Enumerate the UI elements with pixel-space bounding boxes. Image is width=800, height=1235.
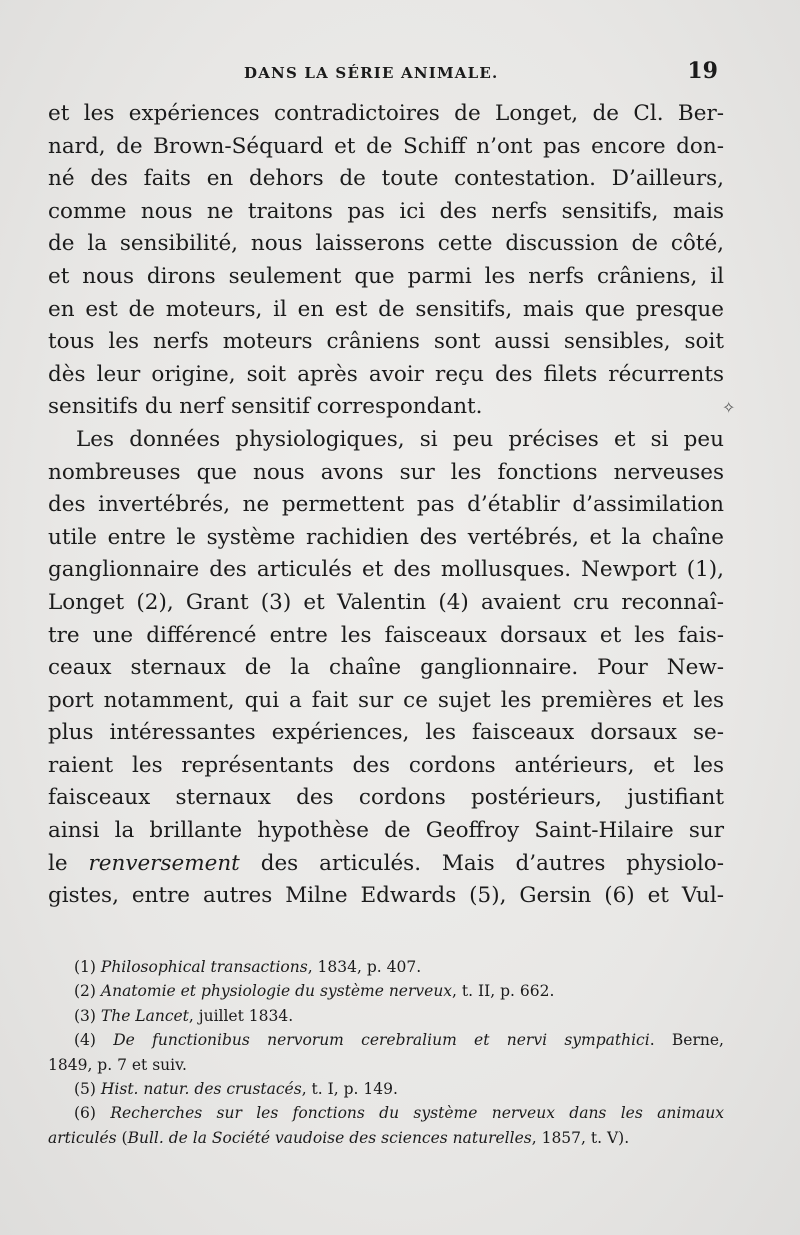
text-line: utile entre le système rachidien des vertébrés, et la chaîne [48, 524, 724, 550]
footnote-number: (2) [74, 982, 101, 1001]
footnote-title: Anatomie et physiologie du système nerveux [100, 982, 453, 1001]
paragraph-start-line: Les données physiologiques, si peu précises et si peu [76, 426, 724, 452]
page-header [48, 58, 724, 88]
footnote-6-continued [48, 1126, 724, 1150]
footnote-4-continued: 1849, p. 7 et suiv. [48, 1055, 187, 1074]
text-line: comme nous ne traitons pas ici des nerfs sensitifs, mais [48, 198, 724, 224]
text-line: Longet (2), Grant (3) et Valentin (4) avaient cru reconnaî- [48, 589, 724, 615]
text-line: ganglionnaire des articulés et des mollusques. Newport (1), [48, 557, 724, 583]
footnote-rest: ( [116, 1128, 128, 1147]
footnote-title: articulés [48, 1128, 117, 1147]
text-line: sensitifs du nerf sensitif correspondant. [48, 394, 483, 420]
text-fragment: le [48, 850, 89, 876]
footnote-2 [48, 979, 724, 1003]
footnote-rest: , 1834, p. 407. [307, 958, 422, 976]
text-line: raient les représentants des cordons antérieurs, et les [48, 752, 724, 778]
footnote-number: (4) [74, 1031, 114, 1050]
text-line: des invertébrés, ne permettent pas d’établir d’assimilation [48, 492, 724, 518]
text-line: tous les nerfs moteurs crâniens sont aussi sensibles, soit [48, 329, 724, 355]
footnote-rest: , 1857, t. V). [531, 1128, 630, 1147]
text-line: port notamment, qui a fait sur ce sujet les premières et les [48, 687, 724, 713]
text-fragment: des articulés. Mais d’autres physiolo- [239, 850, 724, 876]
footnote-4 [48, 1028, 724, 1052]
footnote-title: The Lancet [100, 1006, 189, 1025]
text-line-with-italic [48, 848, 724, 881]
running-head: DANS LA SÉRIE ANIMALE. [244, 64, 499, 82]
footnote-number: (5) [74, 1079, 101, 1098]
footnote-title: Bull. de la Société vaudoise des sciences naturelles [127, 1128, 532, 1147]
text-line: et nous dirons seulement que parmi les nerfs crâniens, il [48, 263, 724, 289]
footnote-title: Hist. natur. des crustacés [100, 1079, 302, 1098]
footnote-rest: . Berne, [649, 1031, 724, 1050]
footnote-5 [48, 1077, 724, 1101]
footnotes [48, 955, 724, 1150]
text-line: ainsi la brillante hypothèse de Geoffroy Saint-Hilaire sur [48, 818, 724, 844]
text-line: nombreuses que nous avons sur les fonctions nerveuses [48, 459, 724, 485]
footnote-title: Philosophical transactions [100, 958, 308, 976]
footnote-title: Recherches sur les fonctions du système nerveux dans les animaux [110, 1104, 724, 1123]
text-line: et les expériences contradictoires de Longet, de Cl. Ber- [48, 101, 724, 126]
footnote-1 [48, 955, 724, 979]
text-line: gistes, entre autres Milne Edwards (5), Gersin (6) et Vul- [48, 883, 724, 909]
footnote-number: (1) [74, 958, 101, 976]
ink-spot-icon: ✧ [722, 398, 736, 417]
text-line: nard, de Brown-Séquard et de Schiff n’ont pas encore don- [48, 133, 724, 159]
text-line: ceaux sternaux de la chaîne ganglionnaire. Pour New- [48, 655, 724, 681]
page-number: 19 [687, 58, 718, 84]
footnote-rest: , t. II, p. 662. [452, 982, 555, 1001]
footnote-number: (6) [74, 1104, 111, 1123]
footnote-rest: , juillet 1834. [188, 1006, 294, 1025]
footnote-6 [48, 1101, 724, 1125]
footnote-title: De functionibus nervorum cerebralium et nervi sympathici [113, 1031, 650, 1050]
text-line: faisceaux sternaux des cordons postérieurs, justifiant [48, 785, 724, 811]
text-line: tre une différencé entre les faisceaux dorsaux et les fais- [48, 622, 724, 648]
text-line: né des faits en dehors de toute contestation. D’ailleurs, [48, 166, 724, 192]
text-line: plus intéressantes expériences, les faisceaux dorsaux se- [48, 720, 724, 746]
body-text [48, 98, 724, 913]
text-line: de la sensibilité, nous laisserons cette discussion de côté, [48, 231, 724, 257]
footnote-3 [48, 1004, 724, 1028]
text-line: dès leur origine, soit après avoir reçu des filets récurrents [48, 361, 724, 387]
italic-word: renversement [88, 850, 240, 876]
footnote-rest: , t. I, p. 149. [301, 1079, 398, 1098]
text-line: en est de moteurs, il en est de sensitifs, mais que presque [48, 296, 724, 322]
footnote-number: (3) [74, 1006, 101, 1025]
